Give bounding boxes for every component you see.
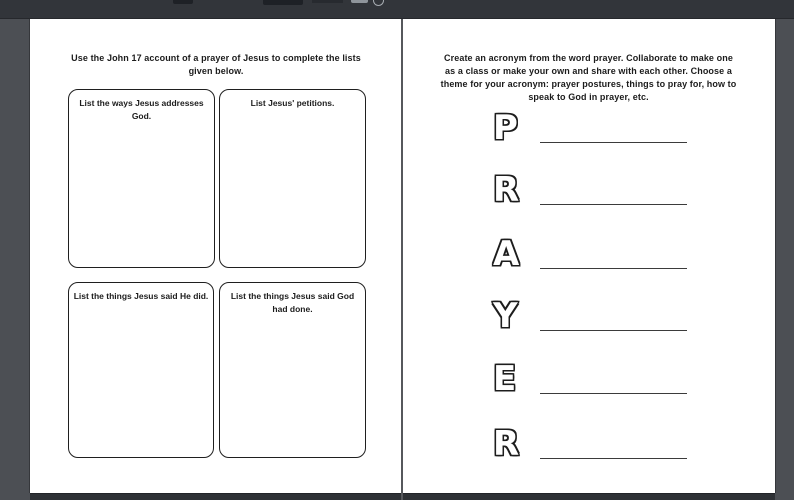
left-page-instructions bbox=[60, 52, 372, 78]
right-instructions-line: theme for your acronym: prayer postures, things to pray for, how to bbox=[440, 79, 737, 89]
left-instructions-line: Use the John 17 account of a prayer of Jesus to complete the lists bbox=[71, 53, 361, 63]
right-page-instructions bbox=[431, 52, 747, 104]
right-instructions-line: as a class or make your own and share with each other. Choose a bbox=[445, 66, 732, 76]
list-box-jesus-did bbox=[68, 282, 214, 458]
list-box-god-had-done bbox=[219, 282, 366, 458]
answer-blank-line bbox=[540, 268, 687, 269]
viewer-toolbar bbox=[0, 0, 794, 19]
answer-blank-line bbox=[540, 458, 687, 459]
box-label-line: had done. bbox=[272, 303, 313, 314]
toolbar-field-fragment[interactable] bbox=[263, 0, 303, 5]
box-label-line: List the things Jesus said He did. bbox=[73, 291, 209, 301]
bubble-letter-y: Y bbox=[493, 296, 518, 336]
box-label-line: List the things Jesus said God bbox=[230, 291, 355, 301]
answer-blank-line bbox=[540, 393, 687, 394]
right-instructions-line: Create an acronym from the word prayer. Collaborate to make one bbox=[444, 53, 733, 63]
box-label-line: God. bbox=[131, 110, 152, 121]
toolbar-ring-icon-fragment[interactable] bbox=[373, 0, 384, 6]
toolbar-light-button-fragment[interactable] bbox=[351, 0, 368, 3]
box-label-line: List Jesus' petitions. bbox=[250, 98, 335, 108]
right-page bbox=[402, 18, 775, 493]
left-page bbox=[30, 18, 402, 493]
bubble-letter-p: P bbox=[493, 108, 518, 148]
bubble-letter-e: E bbox=[493, 359, 517, 399]
answer-blank-line bbox=[540, 142, 687, 143]
bubble-letter-r: R bbox=[493, 170, 520, 210]
list-box-addresses-god bbox=[68, 89, 215, 268]
toolbar-button-fragment[interactable] bbox=[312, 0, 343, 3]
list-box-petitions bbox=[219, 89, 366, 268]
page-divider bbox=[401, 18, 403, 500]
bubble-letter-a: A bbox=[493, 234, 520, 274]
left-instructions-line: given below. bbox=[188, 66, 244, 76]
toolbar-tab-fragment[interactable] bbox=[173, 0, 193, 4]
answer-blank-line bbox=[540, 330, 687, 331]
box-label-line: List the ways Jesus addresses bbox=[79, 98, 204, 108]
right-instructions-line: speak to God in prayer, etc. bbox=[528, 92, 649, 102]
answer-blank-line bbox=[540, 204, 687, 205]
bubble-letter-r2: R bbox=[493, 424, 520, 464]
